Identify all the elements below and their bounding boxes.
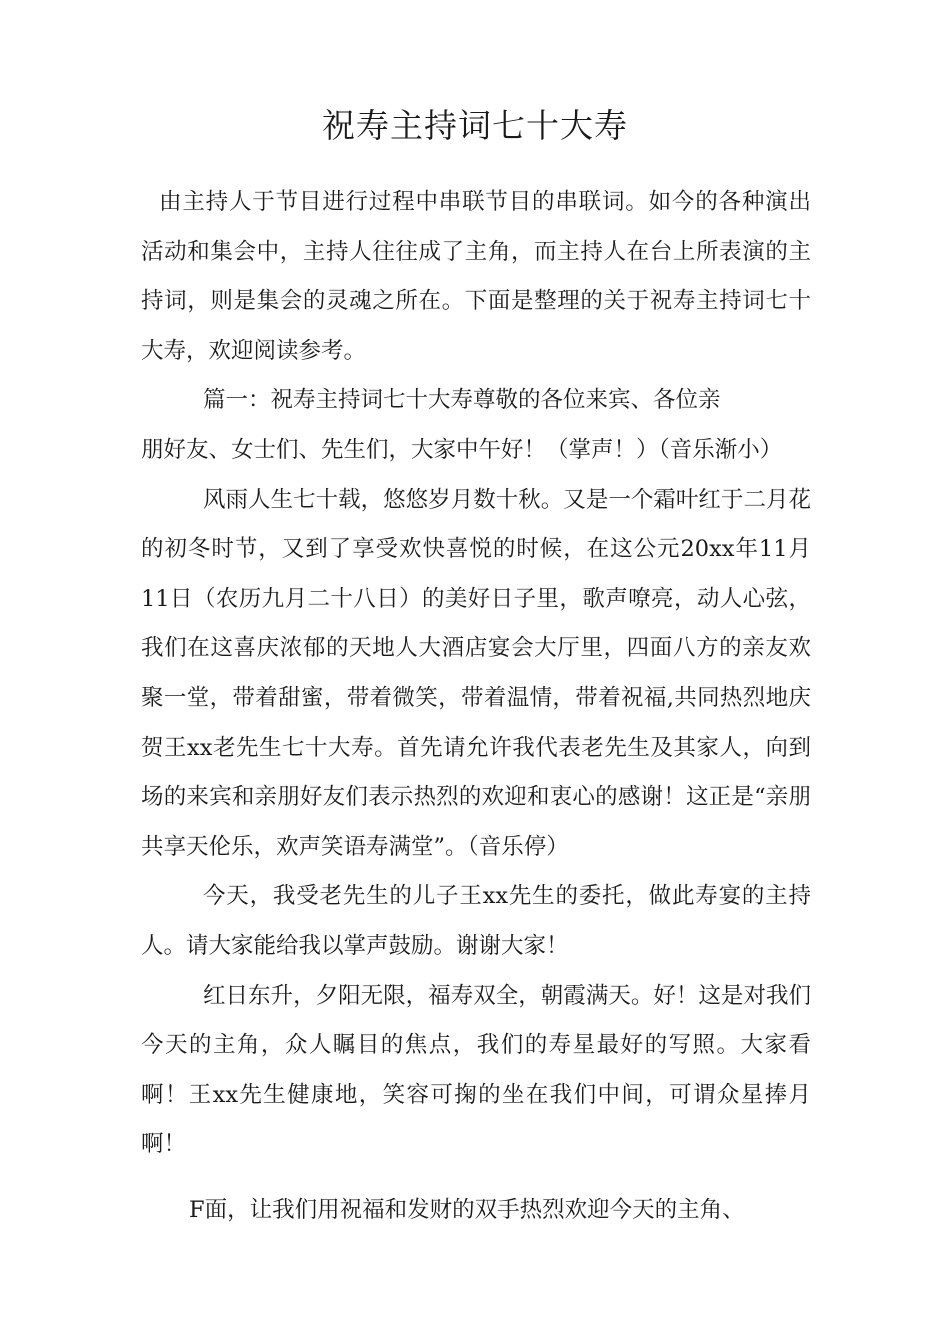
- welcome-paragraph: F面，让我们用祝福和发财的双手热烈欢迎今天的主角、: [189, 1196, 745, 1223]
- document-title: 祝寿主持词七十大寿: [322, 106, 628, 145]
- praise-paragraph: 红日东升，夕阳无限，福寿双全，朝霞满天。好！这是对我们今天的主角，众人瞩目的焦点，我们的寿星最好的写照。大家看啊！王xx先生健康地，笑容可掬的坐在我们中间，可谓众星捧月啊！: [141, 982, 811, 1158]
- document-body: [141, 178, 811, 1235]
- host-intro-paragraph: 今天，我受老先生的儿子王xx先生的委托，做此寿宴的主持人。请大家能给我以掌声鼓励。谢谢大家！: [141, 883, 811, 959]
- section-heading-paragraph: 篇一：祝寿主持词七十大寿尊敬的各位来宾、各位亲: [203, 387, 721, 414]
- intro-paragraph: 由主持人于节目进行过程中串联节目的串联词。如今的各种演出活动和集会中，主持人往往成了主角，而主持人在台上所表演的主持词，则是集会的灵魂之所在。下面是整理的关于祝寿主持词七十大寿，欢迎阅读参考。: [141, 189, 811, 364]
- greeting-paragraph: 朋好友、女士们、先生们，大家中午好！（掌声！）（音乐渐小）: [141, 436, 783, 463]
- opening-paragraph: 风雨人生七十载，悠悠岁月数十秋。又是一个霜叶红于二月花的初冬时节，又到了享受欢快喜悦的时候，在这公元20xx年11月11日（农历九月二十八日）的美好日子里，歌声嘹亮，动人心弦，我们在这喜庆浓郁的天地人大酒店宴会大厅里，四面八方的亲友欢聚一堂，带着甜蜜，带着微笑，带着温情，带着祝福,共同热烈地庆贺王xx老先生七十大寿。首先请允许我代表老先生及其家人，向到场的来宾和亲朋好友们表示热烈的欢迎和衷心的感谢！这正是“亲朋共享天伦乐，欢声笑语寿满堂”。（音乐停）: [141, 486, 811, 860]
